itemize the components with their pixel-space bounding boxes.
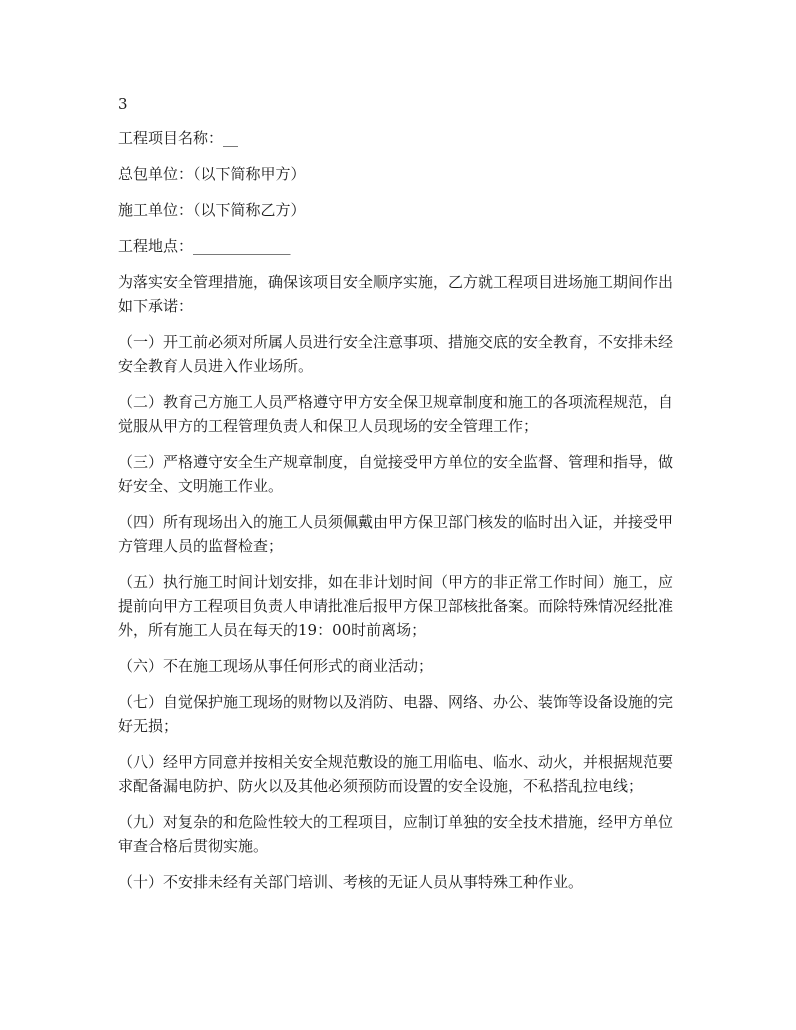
intro-paragraph: 为落实安全管理措施，确保该项目安全顺序实施，乙方就工程项目进场施工期间作出如下承诺： (118, 273, 674, 315)
clause-7: （七）自觉保护施工现场的财物以及消防、电器、网络、办公、装饰等设备设施的完好无损； (118, 693, 674, 735)
clause-6: （六）不在施工现场从事任何形式的商业活动； (118, 657, 434, 675)
project-name-field: 工程项目名称：__ (118, 129, 239, 147)
clause-3: （三）严格遵守安全生产规章制度，自觉接受甲方单位的安全监督、管理和指导，做好安全、文明施工作业。 (118, 453, 674, 495)
page-number: 3 (118, 95, 128, 113)
clause-10: （十）不安排未经有关部门培训、考核的无证人员从事特殊工种作业。 (118, 873, 584, 891)
clause-5: （五）执行施工时间计划安排，如在非计划时间（甲方的非正常工作时间）施工，应提前向甲方工程项目负责人申请批准后报甲方保卫部核批备案。而除特殊情况经批准外，所有施工人员在每天的19：00时前离场； (118, 573, 674, 639)
clause-9: （九）对复杂的和危险性较大的工程项目，应制订单独的安全技术措施，经甲方单位审查合格后贯彻实施。 (118, 813, 674, 855)
clause-1: （一）开工前必须对所属人员进行安全注意事项、措施交底的安全教育，不安排未经安全教育人员进入作业场所。 (118, 333, 674, 375)
project-location-field: 工程地点：_____________ (118, 237, 291, 255)
clause-8: （八）经甲方同意并按相关安全规范敷设的施工用临电、临水、动火，并根据规范要求配备漏电防护、防火以及其他必须预防而设置的安全设施，不私搭乱拉电线； (118, 753, 674, 795)
document-page (118, 92, 684, 906)
clause-4: （四）所有现场出入的施工人员须佩戴由甲方保卫部门核发的临时出入证，并接受甲方管理人员的监督检查； (118, 513, 674, 555)
construction-unit-field: 施工单位：（以下简称乙方） (118, 201, 306, 219)
general-contractor-field: 总包单位：（以下简称甲方） (118, 165, 306, 183)
clause-2: （二）教育己方施工人员严格遵守甲方安全保卫规章制度和施工的各项流程规范，自觉服从甲方的工程管理负责人和保卫人员现场的安全管理工作； (118, 393, 674, 435)
